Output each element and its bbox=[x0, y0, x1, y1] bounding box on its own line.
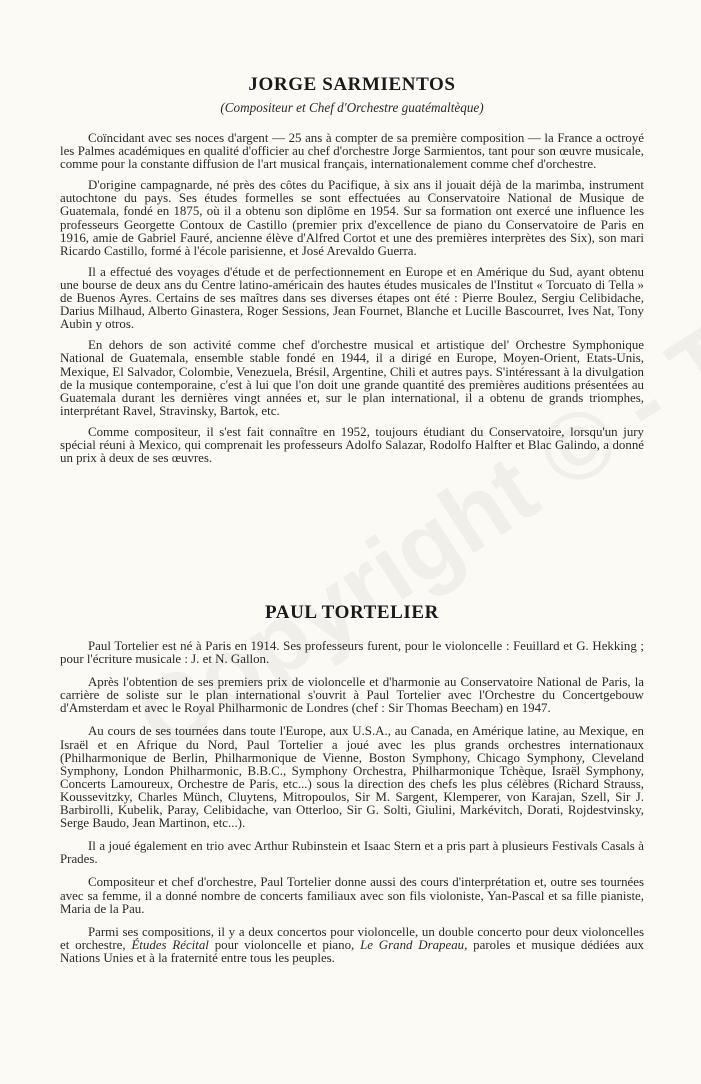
paragraph: Coïncidant avec ses noces d'argent — 25 ans à compter de sa première composition — la France a octroyé les Palmes académiques en qualité d'officier au chef d'orchestre Jorge Sarmientos, tant pour son œuvre musicale, comme pour la constante diffusion de l'art musical français, internationalement comme chef d'orchestre. bbox=[60, 131, 644, 172]
section-jorge-sarmientos bbox=[60, 74, 644, 473]
italic-work-title: Études Récital bbox=[131, 937, 209, 952]
paragraph: Compositeur et chef d'orchestre, Paul Tortelier donne aussi des cours d'interprétation et, outre ses tournées avec sa femme, il a donné nombre de concerts familiaux avec son fils violoniste, Yan-Pascal et sa fille pianiste, Maria de la Pau. bbox=[60, 875, 644, 916]
paragraph: Il a joué également en trio avec Arthur Rubinstein et Isaac Stern et a pris part à plusieurs Festivals Casals à Prades. bbox=[60, 839, 644, 867]
paragraph: Paul Tortelier est né à Paris en 1914. Ses professeurs furent, pour le violoncelle : Feuillard et G. Hekking ; pour l'écriture musicale : J. et N. Gallon. bbox=[60, 639, 644, 667]
paragraph-compositions bbox=[60, 926, 644, 965]
section-paul-tortelier bbox=[60, 602, 644, 975]
section-title: PAUL TORTELIER bbox=[264, 602, 440, 623]
paragraph: D'origine campagnarde, né près des côtes du Pacifique, à six ans il jouait déjà de la marimba, instrument autochtone du pays. Ses études formelles se sont effectuées au Conservatoire National de Musique de Guatemala, fondé en 1875, où il a obtenu son diplôme en 1954. Sur sa formation ont exercé une influence les professeurs Georgette Contoux de Castillo (premier prix d'excellence de piano du Conservatoire de Paris en 1916, amie de Gabriel Fauré, ancienne élève d'Alfred Cortot et une des premières interprètes des Six), son mari Ricardo Castillo, formé à l'école parisienne, et José Arevaldo Guerra. bbox=[60, 178, 644, 258]
paragraph: Il a effectué des voyages d'étude et de perfectionnement en Europe et en Amérique du Sud, ayant obtenu une bourse de deux ans du Centre latino-américain des hautes études musicales de l'Institut « Torcuato di Tella » de Buenos Ayres. Certains de ses maîtres dans ses diverses étapes ont été : Pierre Boulez, Sergiu Celibidache, Darius Milhaud, Alberto Ginastera, Roger Sessions, Jean Fournet, Blanche et Lucille Bascourret, Ives Nat, Tony Aubin y otros. bbox=[60, 264, 644, 332]
italic-work-title: Le Grand Drapeau, bbox=[360, 937, 468, 952]
paragraph: En dehors de son activité comme chef d'orchestre musical et artistique del' Orchestre Symphonique National de Guatemala, ensemble stable fondé en 1944, il a dirigé en Europe, Moyen-Orient, Etats-Unis, Mexique, El Salvador, Colombie, Venezuela, Brésil, Argentine, Chili et autres pays. S'intéressant à la divulgation de la musique contemporaine, c'est à lui que l'on doit une grande quantité des premières auditions présentées au Guatemala durant les dernières vingt années et, sur le plan international, il a obtenu de grands triomphes, interprétant Ravel, Stravinsky, Bartok, etc. bbox=[60, 338, 644, 418]
text-run: pour violoncelle et piano, bbox=[208, 937, 361, 952]
text-run: Parmi ses compositions, il y a deux concertos pour violoncelle, un double concerto pour deux violoncelles et orchestre, bbox=[60, 924, 644, 952]
section-title: JORGE SARMIENTOS bbox=[248, 74, 456, 95]
paragraph: Au cours de ses tournées dans toute l'Europe, aux U.S.A., au Canada, en Amérique latine, au Mexique, en Israël et en Afrique du Nord, Paul Tortelier a joué avec les plus grands orchestres internationaux (Philharmonique de Berlin, Philharmonique de Vienne, Boston Symphony, Chicago Symphony, Cleveland Symphony, London Philharmonic, B.B.C., Symphony Orchestra, Philharmonique Tchèque, Israël Symphony, Concerts Lamoureux, Orchestre de Paris, etc...) sous la direction des chefs les plus célèbres (Richard Strauss, Koussevitzky, Charles Münch, Cluytens, Mitropoulos, Sir M. Sargent, Klemperer, von Karajan, Szell, Sir J. Barbirolli, Kubelik, Paray, Celibidache, van Otterloo, Sir G. Solti, Giulini, Markévitch, Dorati, Rojdestvinsky, Serge Baudo, Jean Martinon, etc...). bbox=[60, 724, 644, 831]
paragraph: Comme compositeur, il s'est fait connaître en 1952, toujours étudiant du Conservatoire, lorsqu'un jury spécial réuni à Mexico, qui comprenait les professeurs Adolfo Salazar, Rodolfo Halfter et Blac Galindo, a donné un prix à deux de ses œuvres. bbox=[60, 424, 644, 466]
section-subtitle: (Compositeur et Chef d'Orchestre guatémaltèque) bbox=[220, 100, 484, 115]
text-run: paroles et musique dédiées aux Nations Unies et à la fraternité entre tous les peuples. bbox=[60, 937, 644, 965]
paragraph: Après l'obtention de ses premiers prix de violoncelle et d'harmonie au Conservatoire National de Paris, la carrière de soliste sur le plan international s'ouvrit à Paul Tortelier avec l'Orchestre du Concertgebouw d'Amsterdam et avec le Royal Philharmonic de Londres (chef : Sir Thomas Beecham) en 1947. bbox=[60, 675, 644, 716]
